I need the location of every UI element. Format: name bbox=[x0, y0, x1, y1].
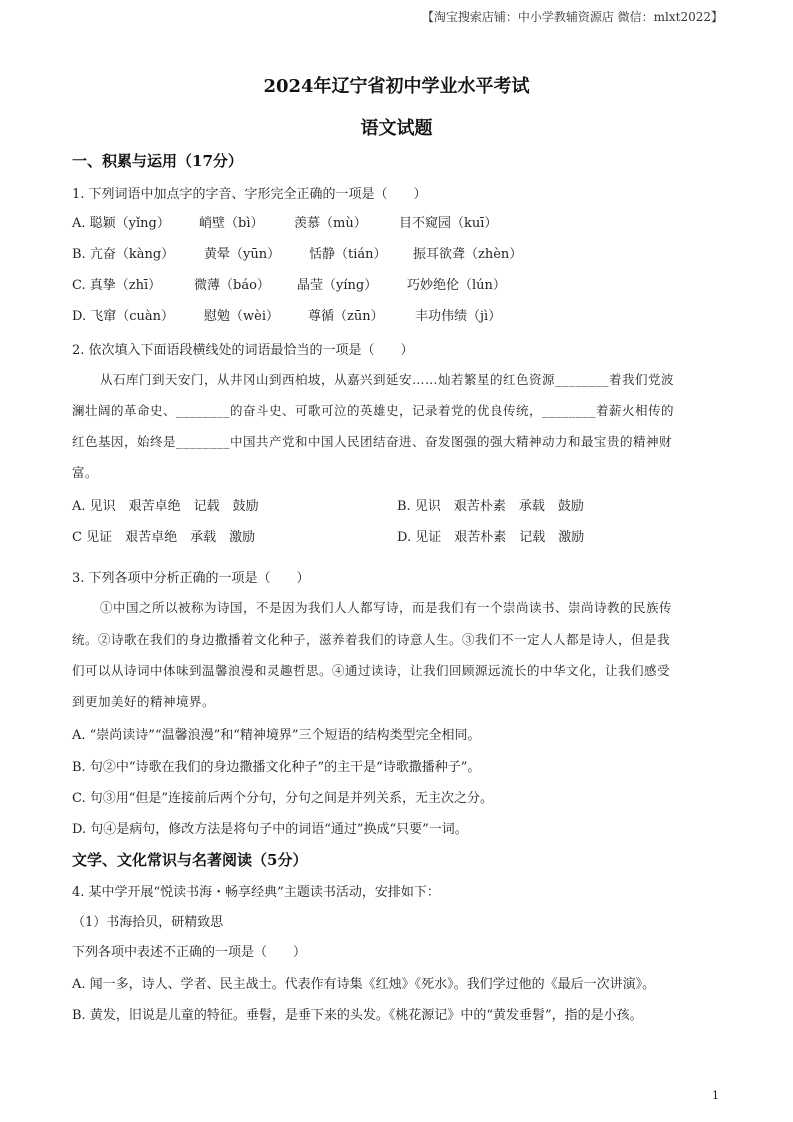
q1-option-d bbox=[72, 305, 501, 324]
q1-option-b bbox=[72, 243, 522, 262]
q1-b-4: 振耳欲聋（zhèn） bbox=[413, 247, 523, 262]
q1-b-3: 恬静（tián） bbox=[309, 247, 387, 262]
q2-option-c: C 见证 艰苦卓绝 承载 激励 bbox=[72, 530, 256, 545]
q2-option-d: D. 见证 艰苦朴素 记载 激励 bbox=[397, 530, 585, 545]
q1-option-c bbox=[72, 274, 506, 293]
q1-c-4: 巧妙绝伦（lún） bbox=[407, 278, 506, 293]
q3-option-d: D. 句④是病句，修改方法是将句子中的词语“通过”换成“只要”一词。 bbox=[72, 822, 468, 837]
q1-d-3: 尊循（zūn） bbox=[308, 309, 384, 324]
header-banner: 【淘宝搜索店铺：中小学教辅资源店 微信：mlxt2022】 bbox=[421, 10, 723, 24]
q3-passage-line-2: 统。②诗歌在我们的身边撒播着文化种子，滋养着我们的诗意人生。③我们不一定人人都是诗人，但是我 bbox=[72, 632, 671, 647]
q1-a-2: 峭壁（bì） bbox=[199, 216, 264, 231]
q3-passage-line-4: 到更加美好的精神境界。 bbox=[72, 694, 216, 709]
q1-option-a bbox=[72, 212, 497, 231]
q3-stem: 3. 下列各项中分析正确的一项是（ ） bbox=[72, 571, 310, 586]
section-heading-2: 文学、文化常识与名著阅读（5分） bbox=[72, 851, 308, 869]
q1-a-3: 羡慕（mù） bbox=[294, 216, 367, 231]
q2-passage-line-2: 澜壮阔的革命史、________的奋斗史、可歌可泣的英雄史，记录着党的优良传统，________着薪火相传的 bbox=[72, 403, 675, 418]
q2-option-a: A. 见识 艰苦卓绝 记载 鼓励 bbox=[72, 499, 259, 514]
q1-d-2: 慰勉（wèi） bbox=[204, 309, 279, 324]
q2-stem: 2. 依次填入下面语段横线处的词语最恰当的一项是（ ） bbox=[72, 343, 414, 358]
q1-b-2: 黄晕（yūn） bbox=[204, 247, 281, 262]
q2-option-b: B. 见识 艰苦朴素 承载 鼓励 bbox=[397, 499, 584, 514]
q1-c-2: 微薄（báo） bbox=[194, 278, 270, 293]
q1-d-4: 丰功伟绩（jì） bbox=[415, 309, 502, 324]
q4-subheading: （1）书海拾贝，研精致思 bbox=[72, 915, 224, 930]
q1-c-3: 晶莹（yíng） bbox=[297, 278, 378, 293]
q4-option-a: A. 闻一多，诗人、学者、民主战士。代表作有诗集《红烛》《死水》。我们学过他的《最后一次讲演》。 bbox=[72, 977, 656, 992]
q1-d-1: D. 飞窜（cuàn） bbox=[72, 309, 175, 324]
q3-option-b: B. 句②中“诗歌在我们的身边撒播文化种子”的主干是“诗歌撒播种子”。 bbox=[72, 760, 481, 775]
q1-a-4: 目不窥园（kuī） bbox=[399, 216, 498, 231]
q3-option-a: A. “崇尚读诗”“温馨浪漫”和“精神境界”三个短语的结构类型完全相同。 bbox=[72, 728, 481, 743]
q3-option-c: C. 句③用“但是”连接前后两个分句，分句之间是并列关系，无主次之分。 bbox=[72, 791, 494, 806]
section-heading-1: 一、积累与运用（17分） bbox=[72, 152, 243, 170]
q1-c-1: C. 真挚（zhī） bbox=[72, 278, 162, 293]
q2-passage-line-3: 红色基因，始终是________中国共产党和中国人民团结奋进、奋发图强的强大精神动力和最宝贵的精神财 bbox=[72, 434, 673, 449]
q2-passage-line-4: 富。 bbox=[72, 465, 99, 480]
q4-stem: 4. 某中学开展“悦读书海・畅享经典”主题读书活动，安排如下： bbox=[72, 885, 440, 900]
q1-b-1: B. 亢奋（kàng） bbox=[72, 247, 175, 262]
q4-option-b: B. 黄发，旧说是儿童的特征。垂髫，是垂下来的头发。《桃花源记》中的“黄发垂髫”，指的是小孩。 bbox=[72, 1008, 643, 1023]
page-number: 1 bbox=[712, 1089, 719, 1102]
q1-a-1: A. 聪颖（yǐng） bbox=[72, 216, 170, 231]
page-subtitle: 语文试题 bbox=[360, 118, 433, 139]
q3-passage-line-3: 们可以从诗词中体味到温馨浪漫和灵趣哲思。④通过读诗，让我们回顾源远流长的中华文化，让我们感受 bbox=[72, 663, 671, 678]
page-title: 2024年辽宁省初中学业水平考试 bbox=[263, 76, 530, 97]
q2-passage-line-1: 从石库门到天安门，从井冈山到西柏坡，从嘉兴到延安……灿若繁星的红色资源________着我们党波 bbox=[100, 372, 675, 387]
q1-stem: 1. 下列词语中加点字的字音、字形完全正确的一项是（ ） bbox=[72, 187, 427, 202]
q3-passage-line-1: ①中国之所以被称为诗国，不是因为我们人人都写诗，而是我们有一个崇尚读书、崇尚诗教的民族传 bbox=[100, 600, 673, 615]
q4-question: 下列各项中表述不正确的一项是（ ） bbox=[72, 945, 307, 960]
